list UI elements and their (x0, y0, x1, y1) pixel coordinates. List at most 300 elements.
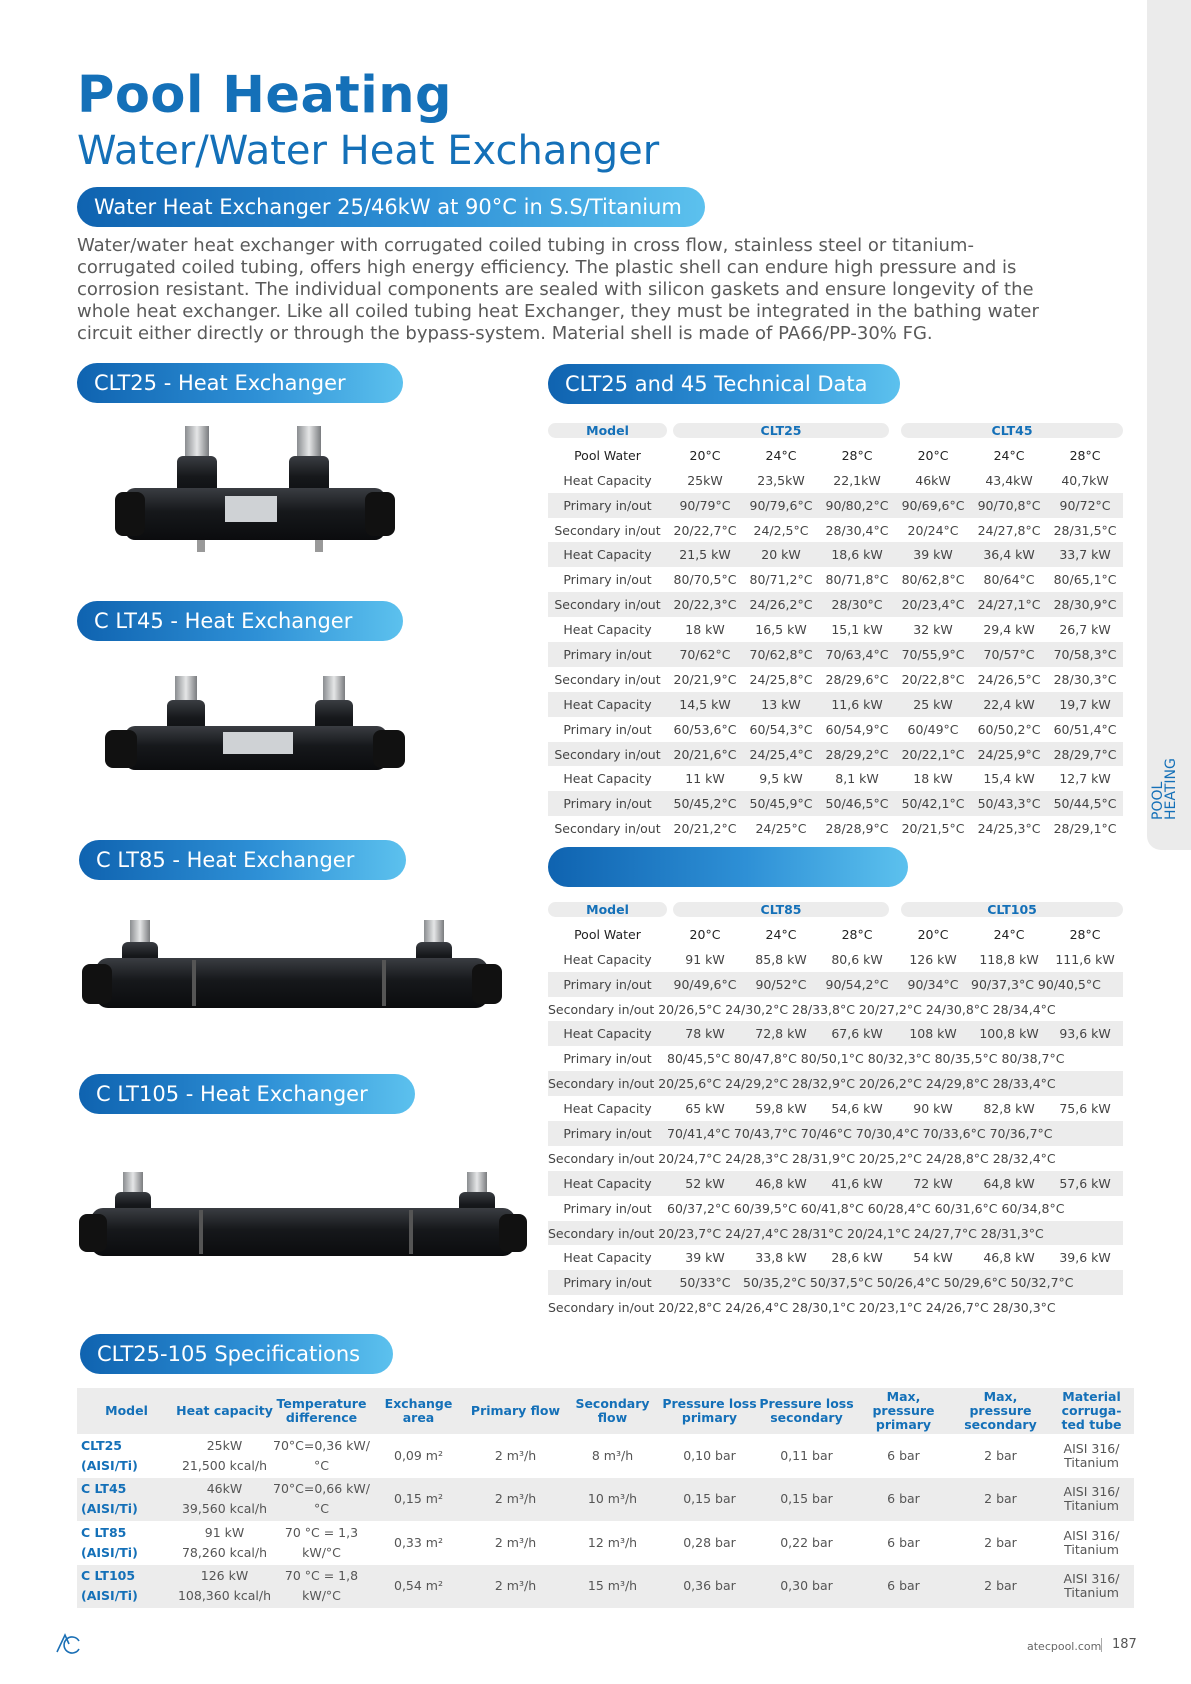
spec-header-text: flow (597, 1410, 628, 1425)
tech2-cell: 41,6 kW (819, 1171, 895, 1196)
spec-model: C LT105 (AISI/Ti) (77, 1565, 176, 1609)
spec-header-text: pressure (872, 1403, 935, 1418)
tech1-cell: 40,7kW (1061, 472, 1109, 488)
tech1-cell: 28/30°C (819, 592, 895, 617)
tech1-cell: 28/29,2°C (819, 742, 895, 767)
tech1-data-row (548, 567, 1123, 592)
tech2-row-label: Heat Capacity (563, 1250, 652, 1266)
spec-header-text: Heat capacity (176, 1403, 273, 1418)
spec-cell-pflow: 2 m³/h (494, 1534, 537, 1550)
tech2-secondary-line: Secondary in/out 20/22,8°C 24/26,4°C 28/30,1°C 20/23,1°C 24/26,7°C 28/30,3°C (548, 1300, 1056, 1316)
tech1-temp: 28°C (1069, 447, 1101, 463)
spec-cell-pmax: 6 bar (855, 1478, 952, 1522)
tech2-cell: 64,8 kW (971, 1171, 1047, 1196)
spec-header-cell (77, 1388, 176, 1434)
spec-material-line: AISI 316/ (1063, 1571, 1120, 1587)
tech1-cell: 39 kW (895, 542, 971, 567)
page-number: 187 (1112, 1637, 1137, 1652)
tech1-cell: 80/62,8°C (901, 572, 965, 588)
tech1-cell: 20/22,7°C (673, 522, 737, 538)
spec-cell-temp: 70 °C = 1,8 kW/°C (273, 1565, 370, 1609)
tech1-row-label: Secondary in/out (548, 742, 667, 767)
tech2-cell: 67,6 kW (819, 1021, 895, 1046)
tech1-cell: 46kW (915, 472, 951, 488)
spec-cell-smax: 2 bar (952, 1565, 1049, 1609)
tech1-temp-row (548, 443, 1123, 468)
spec-header-text: difference (285, 1410, 358, 1425)
clt85-product-image (82, 918, 502, 1028)
tech2-temp: 28°C (841, 926, 873, 942)
tech1-cell: 43,4kW (985, 472, 1033, 488)
tech1-cell: 19,7 kW (1047, 692, 1123, 717)
spec-cell-ploss: 0,36 bar (661, 1565, 758, 1609)
spec-cell-sflow: 15 m³/h (564, 1565, 661, 1609)
tech2-cell: 39 kW (685, 1250, 725, 1266)
spec-header-text: Max, (983, 1389, 1018, 1404)
tech1-temp: 20°C (917, 447, 949, 463)
spec-cell-area: 0,33 m² (394, 1534, 443, 1550)
tech1-cell: 16,5 kW (755, 622, 807, 638)
spec-header-text: primary (875, 1417, 932, 1432)
tech2-data-row (548, 1270, 1123, 1295)
tech2-cell: 90/37,3°C 90/40,5°C (971, 972, 1123, 997)
spec-header-cell (661, 1388, 758, 1434)
spec-cell-temp: 70°C=0,36 kW/°C (273, 1437, 370, 1473)
spec-material (1049, 1434, 1134, 1478)
tech1-cell: 9,5 kW (759, 771, 803, 787)
spec-header-text: corruga- (1061, 1403, 1122, 1418)
spec-heat-capacity-value: 91 kW (204, 1524, 245, 1540)
spec-header-cell (370, 1388, 467, 1434)
spec-table (77, 1388, 1134, 1608)
tech2-cell: 46,8 kW (743, 1171, 819, 1196)
tech1-cell: 20/24°C (907, 522, 959, 538)
section-header-clt105: C LT105 - Heat Exchanger (79, 1074, 415, 1114)
spec-cell-pmax: 6 bar (855, 1565, 952, 1609)
tech1-cell: 25 kW (895, 692, 971, 717)
spec-cell-sloss: 0,30 bar (758, 1565, 855, 1609)
tech1-cell: 28/31,5°C (1053, 522, 1117, 538)
tech2-row-label: Primary in/out (563, 1200, 652, 1216)
tech1-cell: 50/42,1°C (895, 791, 971, 816)
tech2-model-label: Model (548, 902, 667, 917)
tech1-cell: 13 kW (743, 692, 819, 717)
spec-header-text: Secondary (575, 1396, 650, 1411)
spec-header-row (77, 1388, 1134, 1434)
tech1-cell: 60/49°C (907, 721, 959, 737)
spec-header-text: Temperature (276, 1396, 367, 1411)
spec-header-text: secondary (964, 1417, 1037, 1432)
tech1-cell: 20/22,3°C (667, 592, 743, 617)
spec-material-line: Titanium (1064, 1454, 1119, 1470)
tech2-group-clt85: CLT85 (673, 902, 889, 917)
tech2-cell: 100,8 kW (971, 1021, 1047, 1046)
tech1-cell: 70/62°C (667, 642, 743, 667)
spec-cell-sloss: 0,15 bar (758, 1478, 855, 1522)
spec-header-text: Model (105, 1403, 148, 1418)
tech1-temp: 20°C (689, 447, 721, 463)
tech1-data-row (548, 592, 1123, 617)
tech1-cell: 50/43,3°C (971, 791, 1047, 816)
tech2-cell: 72,8 kW (743, 1021, 819, 1046)
spec-heat-capacity (176, 1565, 273, 1609)
spec-cell-smax: 2 bar (984, 1534, 1017, 1550)
spec-cell-ploss: 0,28 bar (683, 1534, 736, 1550)
spec-row (77, 1521, 1134, 1565)
tech1-row-label: Secondary in/out (548, 592, 667, 617)
tech2-cell: 90/52°C (743, 972, 819, 997)
tech1-row-label: Primary in/out (563, 572, 652, 588)
spec-cell-area: 0,09 m² (394, 1447, 443, 1463)
tech1-model-label: Model (548, 423, 667, 438)
section-header-tech1: CLT25 and 45 Technical Data (548, 364, 900, 404)
tech1-cell: 20/21,2°C (673, 821, 737, 837)
tech1-cell: 26,7 kW (1059, 622, 1111, 638)
tech2-data-row (548, 1171, 1123, 1196)
tech2-cell: 80,6 kW (831, 951, 883, 967)
tech2-data-row (548, 1221, 1123, 1246)
tech1-row-label: Secondary in/out (554, 522, 661, 538)
tech-table-clt25-45 (548, 418, 1123, 841)
tech1-cell: 24/26,2°C (743, 592, 819, 617)
tech1-row-label: Heat Capacity (563, 771, 652, 787)
tech2-data-row (548, 1146, 1123, 1171)
spec-material-line: Titanium (1064, 1498, 1119, 1514)
tech1-cell: 24/25°C (755, 821, 807, 837)
spec-header-text: pressure (969, 1403, 1032, 1418)
tech2-cell: 54,6 kW (831, 1101, 883, 1117)
tech1-cell: 20/21,9°C (673, 671, 737, 687)
tech1-cell: 28/30,4°C (825, 522, 889, 538)
tech1-cell: 70/55,9°C (895, 642, 971, 667)
tech2-row-label: Heat Capacity (548, 1021, 667, 1046)
tech1-cell: 11 kW (685, 771, 725, 787)
spec-material (1049, 1478, 1134, 1522)
tech1-data-row (548, 717, 1123, 742)
tech2-cell: 59,8 kW (755, 1101, 807, 1117)
tech1-cell: 20/22,8°C (901, 671, 965, 687)
tech2-cell: 54 kW (913, 1250, 953, 1266)
section-header-clt85: C LT85 - Heat Exchanger (79, 840, 406, 880)
tech1-cell: 80/64°C (983, 572, 1035, 588)
spec-material-line: AISI 316/ (1063, 1527, 1120, 1543)
tech1-cell: 50/45,2°C (667, 791, 743, 816)
tech1-cell: 50/45,9°C (743, 791, 819, 816)
spec-heat-capacity-value: 39,560 kcal/h (181, 1501, 268, 1517)
tech1-cell: 28/29,1°C (1053, 821, 1117, 837)
section-header-clt25: CLT25 - Heat Exchanger (77, 363, 403, 403)
tech2-cell: 126 kW (909, 951, 957, 967)
tech2-data-row (548, 1245, 1123, 1270)
tech1-cell: 20/21,6°C (667, 742, 743, 767)
tech2-data-row (548, 1046, 1123, 1071)
tech2-cell: 111,6 kW (1055, 951, 1115, 967)
tech2-cell: 90/49,6°C (667, 972, 743, 997)
tech2-data-row (548, 1021, 1123, 1046)
tech1-cell: 15,1 kW (831, 622, 883, 638)
tech1-cell: 32 kW (913, 622, 953, 638)
tech1-cell: 33,7 kW (1047, 542, 1123, 567)
tech1-cell: 90/80,2°C (819, 493, 895, 518)
footer-url: atecpool.com (1027, 1640, 1102, 1653)
spec-cell-temp: 70 °C = 1,3 kW/°C (284, 1524, 359, 1560)
clt25-product-image (115, 418, 415, 563)
tech1-data-row (548, 468, 1123, 493)
tech1-cell: 24/25,8°C (749, 671, 813, 687)
tech1-data-row (548, 791, 1123, 816)
tech2-cell: 72 kW (895, 1171, 971, 1196)
tech1-header-row (548, 418, 1123, 443)
tech1-cell: 15,4 kW (983, 771, 1035, 787)
tech1-data-row (548, 642, 1123, 667)
spec-header-cell (952, 1388, 1049, 1434)
spec-header-text: Max, (886, 1389, 921, 1404)
tech1-data-row (548, 742, 1123, 767)
tech1-cell: 25kW (687, 472, 723, 488)
tech1-row-label: Heat Capacity (563, 622, 652, 638)
spec-model: C LT45 (AISI/Ti) (77, 1478, 176, 1522)
tech2-header-row (548, 897, 1123, 922)
spec-cell-smax: 2 bar (952, 1478, 1049, 1522)
spec-material-line: AISI 316/ (1063, 1484, 1120, 1500)
tech1-cell: 11,6 kW (819, 692, 895, 717)
section-header-clt45: C LT45 - Heat Exchanger (77, 601, 403, 641)
tech2-cell: 91 kW (685, 951, 725, 967)
tech1-cell: 80/70,5°C (673, 572, 737, 588)
spec-model: C LT85 (AISI/Ti) (81, 1524, 138, 1560)
tech1-data-row (548, 493, 1123, 518)
spec-cell-sflow: 8 m³/h (591, 1447, 634, 1463)
tech1-row-label: Heat Capacity (548, 542, 667, 567)
spec-cell-pflow: 2 m³/h (494, 1447, 537, 1463)
tech1-cell: 12,7 kW (1059, 771, 1111, 787)
section-header-tech2 (548, 847, 908, 887)
tech2-row-label: Heat Capacity (563, 951, 652, 967)
tech1-cell: 21,5 kW (667, 542, 743, 567)
spec-header-text: Primary flow (470, 1403, 561, 1418)
tech2-temp-row (548, 922, 1123, 947)
tech2-temp: 24°C (765, 926, 797, 942)
tech2-cell: 52 kW (667, 1171, 743, 1196)
tech2-cell: 80/45,5°C 80/47,8°C 80/50,1°C 80/32,3°C 80/35,5°C 80/38,7°C (667, 1051, 1065, 1067)
tech1-cell: 29,4 kW (983, 622, 1035, 638)
tech2-group-clt105: CLT105 (901, 902, 1123, 917)
spec-header-text: Exchange area (384, 1396, 453, 1425)
tech1-cell: 28/29,7°C (1047, 742, 1123, 767)
spec-cell-pflow: 2 m³/h (467, 1478, 564, 1522)
tech2-cell: 93,6 kW (1047, 1021, 1123, 1046)
spec-material-line: Titanium (1064, 1585, 1119, 1601)
spec-heat-capacity-value: 78,260 kcal/h (181, 1544, 268, 1560)
tech2-cell: 50/33°C (667, 1270, 743, 1295)
tech1-temp: 24°C (993, 447, 1025, 463)
clt105-product-image (79, 1168, 527, 1276)
tech1-cell: 80/65,1°C (1053, 572, 1117, 588)
tech1-data-row (548, 542, 1123, 567)
tech1-row-label: Secondary in/out (554, 671, 661, 687)
tech1-cell: 28/30,9°C (1047, 592, 1123, 617)
tech1-row-label: Primary in/out (548, 493, 667, 518)
tech2-temp: 24°C (993, 926, 1025, 942)
tech1-cell: 90/70,8°C (971, 493, 1047, 518)
spec-heat-capacity (176, 1434, 273, 1478)
tech1-row-label: Heat Capacity (563, 472, 652, 488)
tech1-data-row (548, 667, 1123, 692)
tech2-row-label: Heat Capacity (563, 1101, 652, 1117)
spec-cell-area: 0,15 m² (370, 1478, 467, 1522)
tech2-temp: 20°C (689, 926, 721, 942)
spec-cell-sflow: 12 m³/h (587, 1534, 638, 1550)
tech2-cell: 60/37,2°C 60/39,5°C 60/41,8°C 60/28,4°C 60/31,6°C 60/34,8°C (667, 1200, 1065, 1216)
spec-cell-pmax: 6 bar (887, 1534, 920, 1550)
spec-header-text: secondary (770, 1410, 843, 1425)
tech2-cell: 50/35,2°C 50/37,5°C 50/26,4°C 50/29,6°C 50/32,7°C (743, 1270, 1123, 1295)
clt45-product-image (105, 672, 405, 790)
tech1-cell: 18 kW (685, 622, 725, 638)
tech2-cell: 57,6 kW (1047, 1171, 1123, 1196)
spec-header-cell (273, 1388, 370, 1434)
section-banner: Water Heat Exchanger 25/46kW at 90°C in S.S/Titanium (77, 187, 705, 227)
spec-cell-sloss: 0,22 bar (780, 1534, 833, 1550)
tech2-cell: 46,8 kW (983, 1250, 1035, 1266)
footer-divider (1101, 1638, 1102, 1652)
tech2-data-row (548, 947, 1123, 972)
tech1-cell: 22,4 kW (971, 692, 1047, 717)
spec-row (77, 1565, 1134, 1609)
tech2-cell: 90 kW (913, 1101, 953, 1117)
tech1-cell: 36,4 kW (971, 542, 1047, 567)
tech1-temp: 24°C (765, 447, 797, 463)
spec-header-cell (176, 1388, 273, 1434)
spec-model: CLT25 (AISI/Ti) (81, 1437, 138, 1473)
spec-heat-capacity-value: 21,500 kcal/h (181, 1457, 268, 1473)
spec-material (1049, 1521, 1134, 1565)
tech2-cell: 82,8 kW (983, 1101, 1035, 1117)
tech2-cell: 78 kW (667, 1021, 743, 1046)
tech1-pool-label: Pool Water (574, 447, 641, 463)
tech2-data-row (548, 1295, 1123, 1320)
side-tab-label: POOL HEATING (1150, 758, 1179, 820)
tech1-cell: 50/46,5°C (819, 791, 895, 816)
tech1-cell: 60/54,9°C (825, 721, 889, 737)
tech1-cell: 24/27,8°C (977, 522, 1041, 538)
tech2-cell: 108 kW (895, 1021, 971, 1046)
tech2-cell: 85,8 kW (755, 951, 807, 967)
page-title: Pool Heating (77, 66, 453, 125)
tech2-row-label: Primary in/out (563, 1051, 652, 1067)
spec-header-cell (467, 1388, 564, 1434)
tech2-cell: 39,6 kW (1059, 1250, 1111, 1266)
tech2-row-label: Primary in/out (548, 972, 667, 997)
tech1-cell: 24/26,5°C (977, 671, 1041, 687)
tech2-data-row (548, 1071, 1123, 1096)
tech1-cell: 60/54,3°C (749, 721, 813, 737)
tech2-secondary-line: Secondary in/out 20/26,5°C 24/30,2°C 28/33,8°C 20/27,2°C 24/30,8°C 28/34,4°C (548, 1001, 1056, 1017)
spec-cell-pflow: 2 m³/h (467, 1565, 564, 1609)
tech1-cell: 90/79,6°C (743, 493, 819, 518)
spec-heat-capacity (176, 1478, 273, 1522)
tech1-cell: 90/69,6°C (895, 493, 971, 518)
tech1-cell: 18,6 kW (819, 542, 895, 567)
page-subtitle: Water/Water Heat Exchanger (77, 128, 660, 174)
tech1-temp: 28°C (841, 447, 873, 463)
tech1-cell: 90/72°C (1047, 493, 1123, 518)
tech2-pool-label: Pool Water (574, 926, 641, 942)
tech2-cell: 70/41,4°C 70/43,7°C 70/46°C 70/30,4°C 70/33,6°C 70/36,7°C (667, 1121, 1123, 1146)
spec-material (1049, 1565, 1134, 1609)
spec-row (77, 1434, 1134, 1478)
tech1-cell: 60/51,4°C (1053, 721, 1117, 737)
tech1-data-row (548, 617, 1123, 642)
tech1-cell: 28/29,6°C (825, 671, 889, 687)
tech1-cell: 24/25,4°C (743, 742, 819, 767)
spec-material-line: AISI 316/ (1063, 1440, 1120, 1456)
brand-logo-icon (55, 1632, 81, 1654)
spec-heat-capacity (176, 1521, 273, 1565)
spec-header-text: Pressure loss (759, 1396, 854, 1411)
tech1-cell: 18 kW (913, 771, 953, 787)
tech1-cell: 70/57°C (971, 642, 1047, 667)
tech1-cell: 28/28,9°C (825, 821, 889, 837)
tech1-cell: 80/71,2°C (749, 572, 813, 588)
tech1-data-row (548, 692, 1123, 717)
tech2-cell: 75,6 kW (1059, 1101, 1111, 1117)
spec-header-text: primary (681, 1410, 738, 1425)
tech1-cell: 28/30,3°C (1053, 671, 1117, 687)
tech1-cell: 90/79°C (667, 493, 743, 518)
spec-header-cell (564, 1388, 661, 1434)
tech2-data-row (548, 1096, 1123, 1121)
tech2-row-label: Heat Capacity (548, 1171, 667, 1196)
spec-heat-capacity-value: 108,360 kcal/h (177, 1588, 272, 1604)
spec-cell-temp: 70°C=0,66 kW/°C (273, 1478, 370, 1522)
tech1-row-label: Primary in/out (548, 642, 667, 667)
tech1-row-label: Heat Capacity (548, 692, 667, 717)
tech2-secondary-line: Secondary in/out 20/25,6°C 24/29,2°C 28/32,9°C 20/26,2°C 24/29,8°C 28/33,4°C (548, 1071, 1123, 1096)
tech1-data-row (548, 766, 1123, 791)
tech1-cell: 24/25,9°C (971, 742, 1047, 767)
intro-paragraph: Water/water heat exchanger with corrugated coiled tubing in cross flow, stainless steel or titanium-corrugated coiled tubing, offers high energy efficiency. The plastic shell can endure high pressure and is corrosion resistant. The individual components are sealed with silicon gaskets and ensure longevity of the whole heat exchanger. Like all coiled tubing heat Exchanger, they must be integrated in the bathing water circuit either directly or through the bypass-system. Material shell is made of PA66/PP-30% FG. (77, 235, 1039, 344)
spec-heat-capacity-value: 25kW (206, 1437, 243, 1453)
tech2-secondary-line: Secondary in/out 20/24,7°C 24/28,3°C 28/31,9°C 20/25,2°C 24/28,8°C 28/32,4°C (548, 1150, 1056, 1166)
tech2-cell: 118,8 kW (979, 951, 1039, 967)
tech2-data-row (548, 972, 1123, 997)
spec-material-line: Titanium (1064, 1541, 1119, 1557)
side-tab (1147, 0, 1191, 850)
tech2-temp: 28°C (1069, 926, 1101, 942)
spec-cell-ploss: 0,10 bar (683, 1447, 736, 1463)
spec-cell-pmax: 6 bar (887, 1447, 920, 1463)
tech2-cell: 28,6 kW (831, 1250, 883, 1266)
spec-header-cell (855, 1388, 952, 1434)
spec-header-text: Material (1062, 1389, 1121, 1404)
tech1-cell: 23,5kW (757, 472, 805, 488)
tech2-secondary-line: Secondary in/out 20/23,7°C 24/27,4°C 28/31°C 20/24,1°C 24/27,7°C 28/31,3°C (548, 1221, 1123, 1246)
tech1-group-clt45: CLT45 (901, 423, 1123, 438)
tech1-data-row (548, 518, 1123, 543)
tech1-data-row (548, 816, 1123, 841)
tech1-cell: 60/50,2°C (977, 721, 1041, 737)
tech2-row-label: Primary in/out (548, 1270, 667, 1295)
tech1-row-label: Primary in/out (563, 721, 652, 737)
section-header-spec: CLT25-105 Specifications (80, 1334, 393, 1374)
tech2-row-label: Primary in/out (548, 1121, 667, 1146)
spec-header-cell (1049, 1388, 1134, 1434)
tech1-cell: 8,1 kW (835, 771, 879, 787)
tech1-cell: 24/27,1°C (971, 592, 1047, 617)
tech1-group-clt25: CLT25 (673, 423, 889, 438)
tech1-cell: 60/53,6°C (673, 721, 737, 737)
